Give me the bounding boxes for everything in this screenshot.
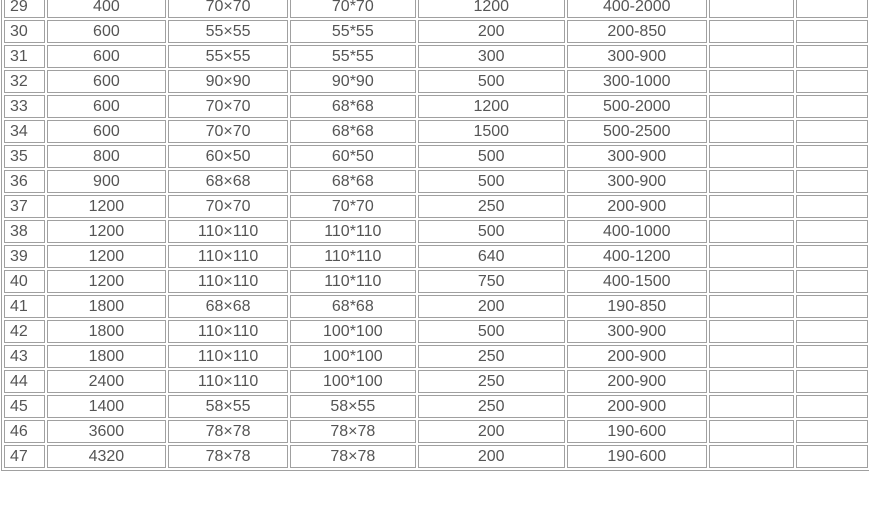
table-cell: 200-900 xyxy=(567,195,707,218)
table-cell: 750 xyxy=(418,270,565,293)
table-row xyxy=(4,295,868,318)
table-cell: 640 xyxy=(418,245,565,268)
table-cell: 250 xyxy=(418,345,565,368)
table-cell: 1200 xyxy=(47,220,167,243)
table-cell: 300 xyxy=(418,45,565,68)
table-cell: 250 xyxy=(418,395,565,418)
table-cell xyxy=(796,420,868,443)
table-cell: 600 xyxy=(47,70,167,93)
table-cell xyxy=(709,345,794,368)
table-cell xyxy=(709,70,794,93)
table-cell: 55*55 xyxy=(290,45,416,68)
table-cell xyxy=(796,395,868,418)
table-cell: 58×55 xyxy=(168,395,288,418)
table-cell xyxy=(709,95,794,118)
table-cell: 500-2500 xyxy=(567,120,707,143)
table-cell: 37 xyxy=(4,195,45,218)
table-cell: 68*68 xyxy=(290,95,416,118)
table-cell: 200-900 xyxy=(567,395,707,418)
table-cell: 300-900 xyxy=(567,170,707,193)
table-cell xyxy=(796,320,868,343)
table-cell: 1200 xyxy=(47,270,167,293)
table-cell xyxy=(796,120,868,143)
table-cell: 90*90 xyxy=(290,70,416,93)
table-cell: 70×70 xyxy=(168,120,288,143)
table-cell: 70×70 xyxy=(168,95,288,118)
table-cell xyxy=(709,395,794,418)
table-cell xyxy=(796,370,868,393)
table-cell: 400-1000 xyxy=(567,220,707,243)
table-cell: 30 xyxy=(4,20,45,43)
table-cell: 58×55 xyxy=(290,395,416,418)
table-cell: 300-900 xyxy=(567,320,707,343)
table-cell xyxy=(796,445,868,468)
table-cell: 2400 xyxy=(47,370,167,393)
table-cell: 78×78 xyxy=(290,420,416,443)
table-cell: 100*100 xyxy=(290,345,416,368)
table-cell: 60*50 xyxy=(290,145,416,168)
table-cell: 70*70 xyxy=(290,0,416,18)
table-cell: 78×78 xyxy=(168,445,288,468)
table-cell: 110×110 xyxy=(168,345,288,368)
table-cell xyxy=(709,270,794,293)
table-cell xyxy=(709,120,794,143)
table-cell: 600 xyxy=(47,20,167,43)
table-cell: 190-850 xyxy=(567,295,707,318)
table-cell: 900 xyxy=(47,170,167,193)
table-row xyxy=(4,170,868,193)
table-row xyxy=(4,320,868,343)
spec-table xyxy=(1,0,869,471)
table-cell: 42 xyxy=(4,320,45,343)
table-cell: 300-900 xyxy=(567,45,707,68)
table-cell: 600 xyxy=(47,95,167,118)
table-cell: 110×110 xyxy=(168,370,288,393)
table-cell: 38 xyxy=(4,220,45,243)
table-cell: 70*70 xyxy=(290,195,416,218)
table-row xyxy=(4,45,868,68)
table-cell: 36 xyxy=(4,170,45,193)
table-cell: 100*100 xyxy=(290,320,416,343)
table-cell xyxy=(796,0,868,18)
table-cell: 1200 xyxy=(418,0,565,18)
table-cell: 3600 xyxy=(47,420,167,443)
table-row xyxy=(4,445,868,468)
table-cell: 110×110 xyxy=(168,320,288,343)
table-cell xyxy=(796,20,868,43)
table-cell: 68×68 xyxy=(168,295,288,318)
table-cell: 55×55 xyxy=(168,45,288,68)
table-cell: 68*68 xyxy=(290,120,416,143)
table-cell: 78×78 xyxy=(168,420,288,443)
table-cell: 200-900 xyxy=(567,370,707,393)
table-cell xyxy=(796,70,868,93)
table-row xyxy=(4,370,868,393)
table-cell: 78×78 xyxy=(290,445,416,468)
table-cell xyxy=(709,145,794,168)
table-cell: 500-2000 xyxy=(567,95,707,118)
table-cell: 600 xyxy=(47,120,167,143)
table-cell: 1500 xyxy=(418,120,565,143)
table-cell xyxy=(796,170,868,193)
table-cell: 68×68 xyxy=(168,170,288,193)
table-row xyxy=(4,220,868,243)
table-row xyxy=(4,345,868,368)
table-cell: 1200 xyxy=(418,95,565,118)
table-cell: 43 xyxy=(4,345,45,368)
table-cell: 190-600 xyxy=(567,445,707,468)
table-row xyxy=(4,145,868,168)
table-row xyxy=(4,420,868,443)
table-cell xyxy=(709,445,794,468)
table-cell: 200 xyxy=(418,295,565,318)
table-cell: 200 xyxy=(418,20,565,43)
table-cell xyxy=(709,0,794,18)
table-cell: 110*110 xyxy=(290,245,416,268)
table-cell: 110*110 xyxy=(290,270,416,293)
table-row xyxy=(4,270,868,293)
table-cell: 1800 xyxy=(47,295,167,318)
table-cell xyxy=(709,20,794,43)
table-cell xyxy=(709,170,794,193)
table-cell: 39 xyxy=(4,245,45,268)
table-cell: 41 xyxy=(4,295,45,318)
table-cell: 250 xyxy=(418,195,565,218)
table-cell: 200 xyxy=(418,420,565,443)
table-cell: 200-850 xyxy=(567,20,707,43)
table-cell: 40 xyxy=(4,270,45,293)
table-cell: 33 xyxy=(4,95,45,118)
table-cell: 110×110 xyxy=(168,270,288,293)
table-cell: 400-2000 xyxy=(567,0,707,18)
table-cell xyxy=(796,270,868,293)
table-cell xyxy=(709,45,794,68)
table-cell xyxy=(796,145,868,168)
table-cell: 31 xyxy=(4,45,45,68)
table-row xyxy=(4,395,868,418)
table-row xyxy=(4,195,868,218)
table-cell: 400-1500 xyxy=(567,270,707,293)
table-cell xyxy=(709,295,794,318)
table-cell xyxy=(709,220,794,243)
table-cell: 34 xyxy=(4,120,45,143)
table-cell: 32 xyxy=(4,70,45,93)
table-cell: 47 xyxy=(4,445,45,468)
table-cell: 70×70 xyxy=(168,195,288,218)
table-cell: 300-1000 xyxy=(567,70,707,93)
table-cell: 4320 xyxy=(47,445,167,468)
table-cell: 29 xyxy=(4,0,45,18)
table-cell: 68*68 xyxy=(290,170,416,193)
table-cell: 35 xyxy=(4,145,45,168)
table-cell xyxy=(709,320,794,343)
table-cell: 68*68 xyxy=(290,295,416,318)
table-cell xyxy=(796,245,868,268)
table-cell: 55×55 xyxy=(168,20,288,43)
table-cell: 110×110 xyxy=(168,245,288,268)
table-cell: 44 xyxy=(4,370,45,393)
table-cell: 500 xyxy=(418,70,565,93)
table-cell xyxy=(709,370,794,393)
table-row xyxy=(4,245,868,268)
table-cell: 500 xyxy=(418,220,565,243)
table-cell: 110×110 xyxy=(168,220,288,243)
spec-table-container xyxy=(1,0,869,471)
table-cell xyxy=(796,95,868,118)
table-row xyxy=(4,0,868,18)
table-cell: 200-900 xyxy=(567,345,707,368)
table-cell xyxy=(709,195,794,218)
table-cell: 200 xyxy=(418,445,565,468)
table-cell xyxy=(709,420,794,443)
table-row xyxy=(4,95,868,118)
table-cell xyxy=(796,345,868,368)
table-cell: 800 xyxy=(47,145,167,168)
table-cell: 1800 xyxy=(47,345,167,368)
table-cell: 190-600 xyxy=(567,420,707,443)
table-cell: 110*110 xyxy=(290,220,416,243)
spec-table-body xyxy=(4,0,868,468)
table-cell: 500 xyxy=(418,170,565,193)
table-cell xyxy=(796,220,868,243)
table-cell: 600 xyxy=(47,45,167,68)
table-cell: 46 xyxy=(4,420,45,443)
table-cell: 55*55 xyxy=(290,20,416,43)
table-cell: 100*100 xyxy=(290,370,416,393)
table-cell xyxy=(796,195,868,218)
table-cell: 1200 xyxy=(47,245,167,268)
table-cell xyxy=(709,245,794,268)
table-cell: 300-900 xyxy=(567,145,707,168)
table-cell: 90×90 xyxy=(168,70,288,93)
table-cell xyxy=(796,295,868,318)
table-row xyxy=(4,70,868,93)
table-row xyxy=(4,20,868,43)
table-cell: 45 xyxy=(4,395,45,418)
table-cell: 1800 xyxy=(47,320,167,343)
table-cell: 250 xyxy=(418,370,565,393)
table-cell: 400-1200 xyxy=(567,245,707,268)
table-row xyxy=(4,120,868,143)
table-cell: 1400 xyxy=(47,395,167,418)
table-cell: 400 xyxy=(47,0,167,18)
table-cell: 500 xyxy=(418,320,565,343)
table-cell: 60×50 xyxy=(168,145,288,168)
table-cell xyxy=(796,45,868,68)
table-cell: 500 xyxy=(418,145,565,168)
table-cell: 1200 xyxy=(47,195,167,218)
table-cell: 70×70 xyxy=(168,0,288,18)
